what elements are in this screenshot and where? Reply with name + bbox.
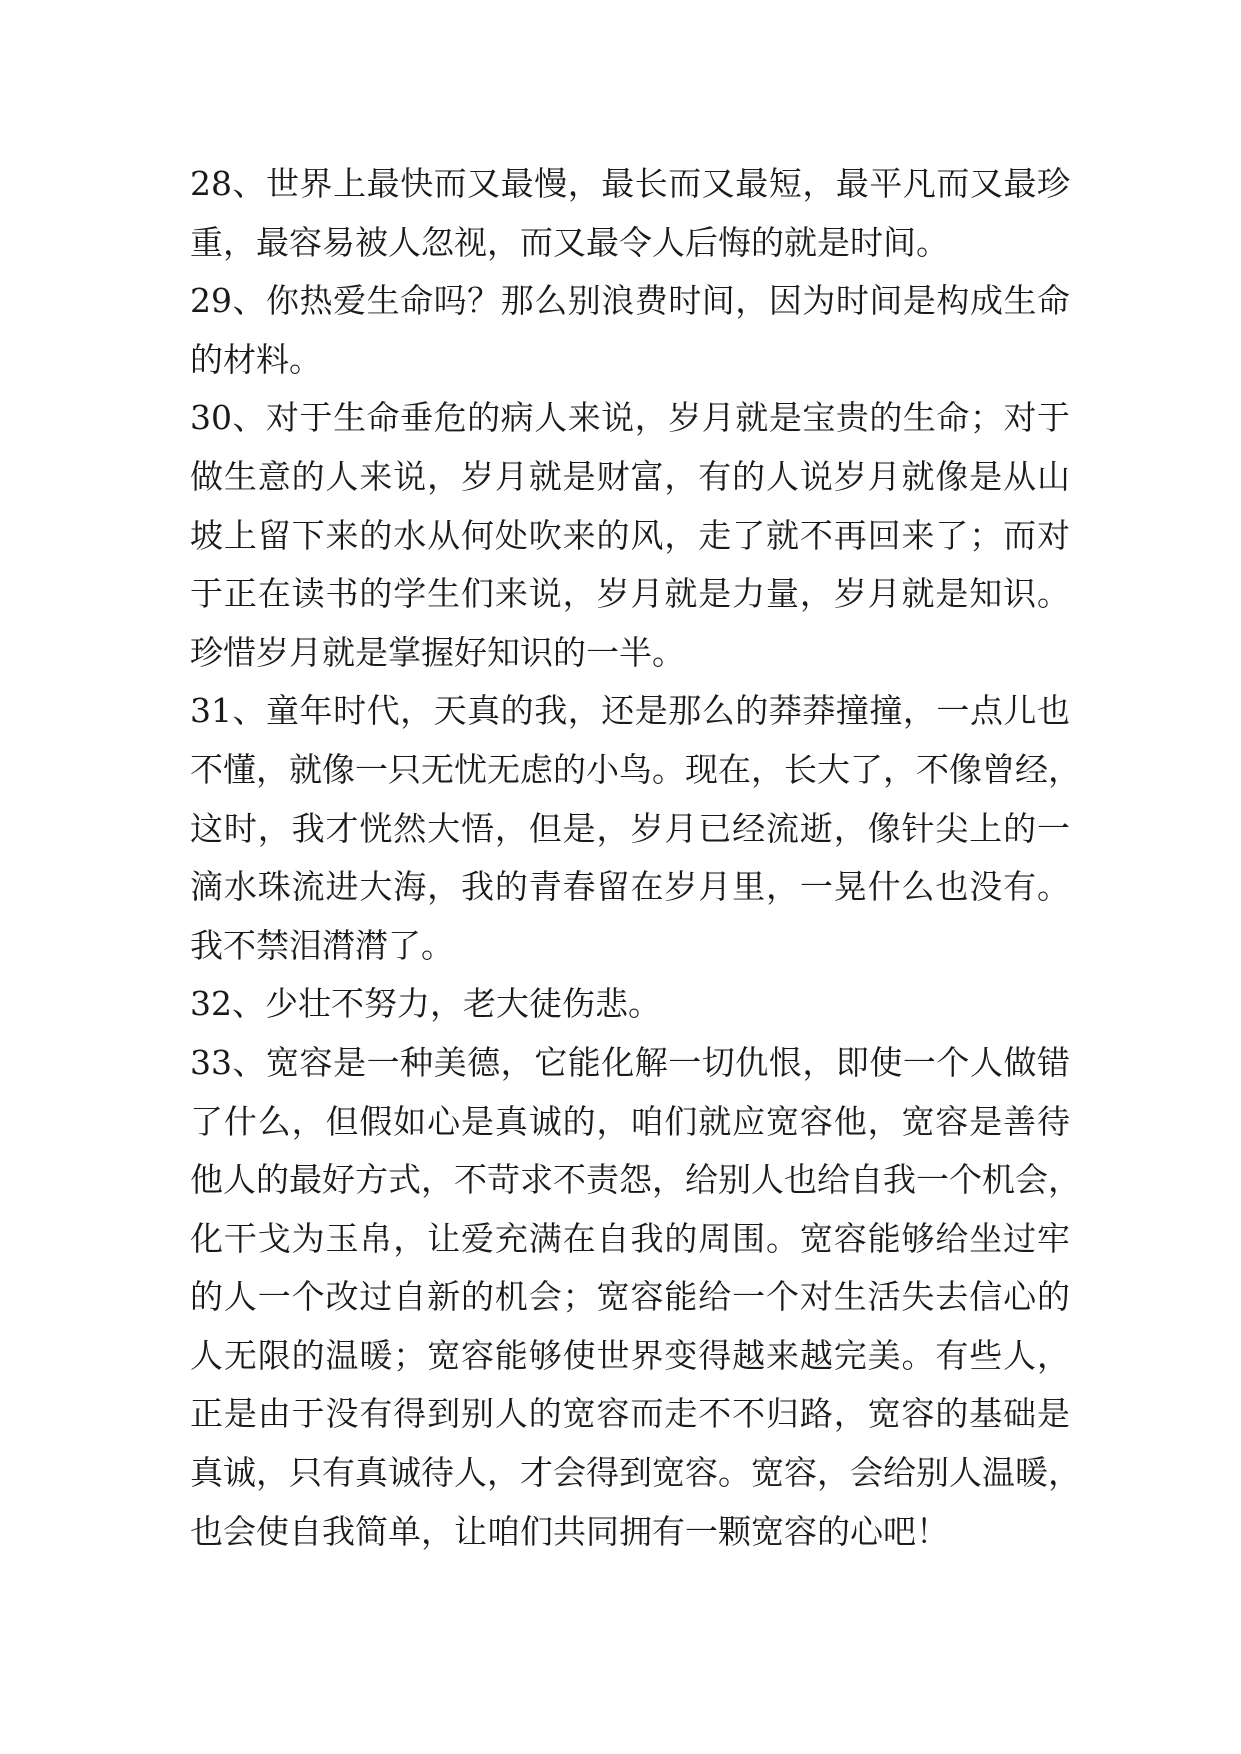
text-line: 我不禁泪潸潸了。 [190, 925, 454, 965]
text-line: 28、世界上最快而又最慢，最长而又最短，最平凡而又最珍 [190, 164, 1070, 203]
text-line: 的人一个改过自新的机会；宽容能给一个对生活失去信心的 [190, 1277, 1070, 1317]
text-line: 珍惜岁月就是掌握好知识的一半。 [190, 632, 685, 672]
text-line: 于正在读书的学生们来说，岁月就是力量，岁月就是知识。 [190, 574, 1070, 614]
text-line: 化干戈为玉帛，让爱充满在自我的周围。宽容能够给坐过牢 [190, 1218, 1070, 1258]
text-line: 不懂，就像一只无忧无虑的小鸟。现在，长大了，不像曾经， [190, 749, 1081, 789]
entry-28 [190, 155, 1070, 272]
text-line: 也会使自我简单，让咱们共同拥有一颗宽容的心吧！ [190, 1511, 949, 1551]
entry-29 [190, 272, 1070, 389]
text-line: 正是由于没有得到别人的宽容而走不不归路，宽容的基础是 [190, 1394, 1070, 1434]
text-line: 重，最容易被人忽视，而又最令人后悔的就是时间。 [190, 222, 949, 262]
entry-32 [190, 975, 1070, 1034]
entry-30 [190, 389, 1070, 682]
text-line: 做生意的人来说，岁月就是财富，有的人说岁月就像是从山 [190, 456, 1070, 496]
text-line: 31、童年时代，天真的我，还是那么的莽莽撞撞，一点儿也 [190, 691, 1070, 731]
text-line: 30、对于生命垂危的病人来说，岁月就是宝贵的生命；对于 [190, 398, 1070, 438]
text-line: 这时，我才恍然大悟，但是，岁月已经流逝，像针尖上的一 [190, 808, 1070, 848]
entry-31 [190, 682, 1081, 975]
text-line: 坡上留下来的水从何处吹来的风，走了就不再回来了；而对 [190, 515, 1070, 555]
entry-33 [190, 1034, 1081, 1561]
text-line: 他人的最好方式，不苛求不责怨，给别人也给自我一个机会， [190, 1160, 1081, 1200]
text-line: 真诚，只有真诚待人，才会得到宽容。宽容，会给别人温暖， [190, 1453, 1081, 1493]
text-line: 了什么，但假如心是真诚的，咱们就应宽容他，宽容是善待 [190, 1101, 1070, 1141]
text-body [190, 155, 1081, 1561]
text-line: 32、少壮不努力，老大徒伤悲。 [190, 984, 661, 1024]
text-line: 29、你热爱生命吗？那么别浪费时间，因为时间是构成生命 [190, 281, 1070, 321]
text-line: 人无限的温暖；宽容能够使世界变得越来越完美。有些人， [190, 1335, 1070, 1375]
text-line: 33、宽容是一种美德，它能化解一切仇恨，即使一个人做错 [190, 1042, 1070, 1082]
text-line: 滴水珠流进大海，我的青春留在岁月里，一晃什么也没有。 [190, 867, 1070, 907]
text-line: 的材料。 [190, 339, 322, 379]
